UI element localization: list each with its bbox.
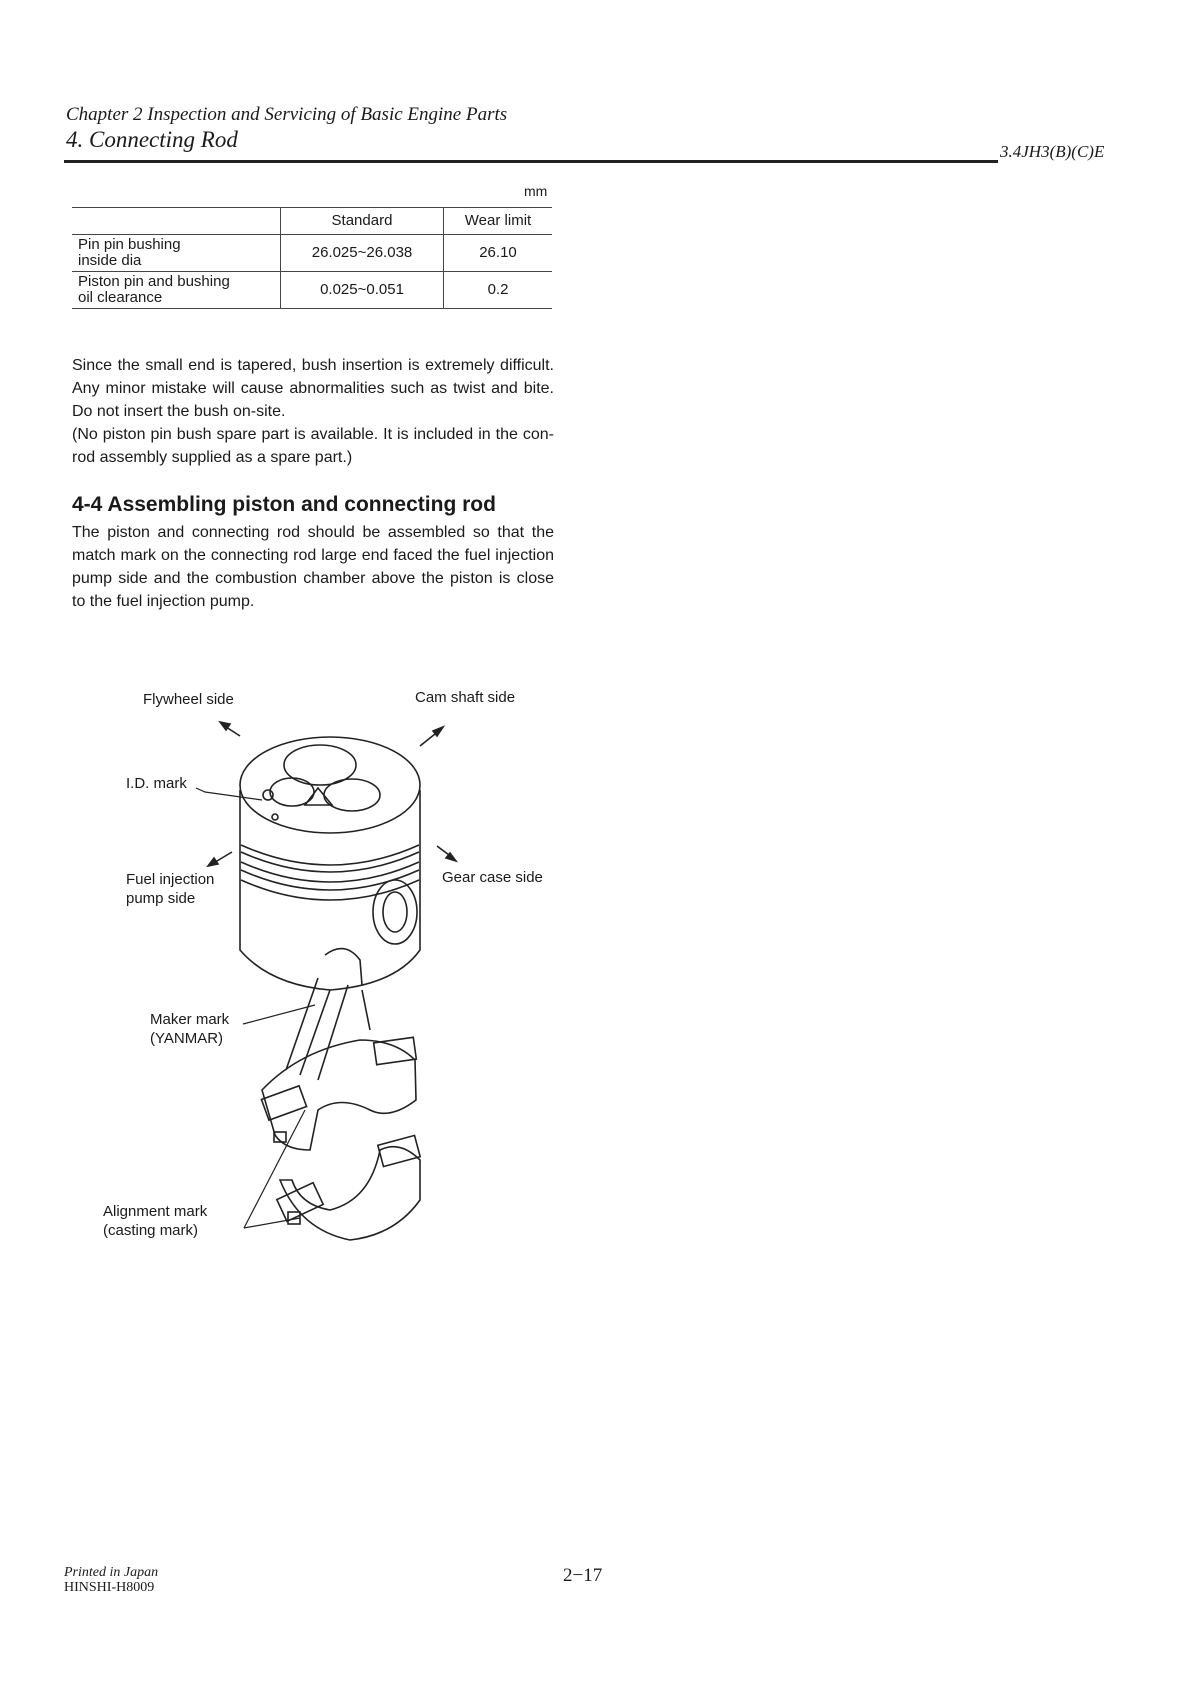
table-cell-item [72,235,281,272]
table-header-standard: Standard [281,208,444,235]
printed-in-japan: Printed in Japan [64,1565,159,1580]
table-unit: mm [524,183,548,199]
header-rule [64,160,998,163]
item-line: Pin pin bushing [78,236,181,253]
table-row [72,235,552,272]
table-header-row [72,208,552,235]
paragraph-assembly-instructions: The piston and connecting rod should be assembled so that the match mark on the connecting rod large end faced the fuel injection pump side and the combustion chamber above the piston is close to the fuel injection pump. [72,524,554,610]
table-cell-standard: 0.025~0.051 [281,272,444,309]
label-line: Alignment mark [103,1203,208,1220]
paragraph-spare-part-note: (No piston pin bush spare part is available. It is included in the con-rod assembly supplied as a spare part.) [72,426,554,466]
label-line: Fuel injection [126,871,215,888]
label-cam-shaft-side: Cam shaft side [415,689,516,706]
item-line: inside dia [78,252,142,269]
table-cell-standard: 26.025~26.038 [281,235,444,272]
fuel-injection-arrow-icon [208,852,232,866]
paragraph-bush-insertion: Since the small end is tapered, bush insertion is extremely difficult. Any minor mistake will cause abnormalities such as twist and bite. Do not insert the bush on-site. [72,357,554,420]
cam-shaft-arrow-icon [420,727,443,746]
label-line: (YANMAR) [150,1030,224,1047]
item-line: Piston pin and bushing [78,273,230,290]
table-cell-item [72,272,281,309]
table-row [72,272,552,309]
section-title: 4. Connecting Rod [66,127,238,152]
section-heading-4-4: 4-4 Assembling piston and connecting rod [72,493,496,516]
rod-cap-icon [277,1135,420,1240]
page-number: 2−17 [563,1565,603,1586]
connecting-rod-icon [261,949,416,1150]
table-cell-wear-limit: 26.10 [444,235,553,272]
table-header-item [72,208,281,235]
label-flywheel-side: Flywheel side [143,691,234,708]
table-header-wear-limit: Wear limit [444,208,553,235]
label-line: (casting mark) [103,1222,199,1239]
leader-lines [196,788,315,1228]
piston-connecting-rod-illustration [100,680,560,1260]
item-line: oil clearance [78,289,163,306]
gear-case-arrow-icon [437,846,456,861]
flywheel-arrow-icon [220,722,240,736]
label-id-mark: I.D. mark [126,775,187,792]
model-code: 3.4JH3(B)(C)E [1000,142,1105,161]
label-line: Maker mark [150,1011,230,1028]
footer-printed [64,1565,158,1595]
table-cell-wear-limit: 0.2 [444,272,553,309]
label-gear-case-side: Gear case side [442,869,543,886]
chapter-title: Chapter 2 Inspection and Servicing of Basic Engine Parts [66,104,508,125]
document-code: HINSHI-H8009 [64,1580,155,1595]
spec-table [72,207,552,309]
label-line: pump side [126,890,196,907]
